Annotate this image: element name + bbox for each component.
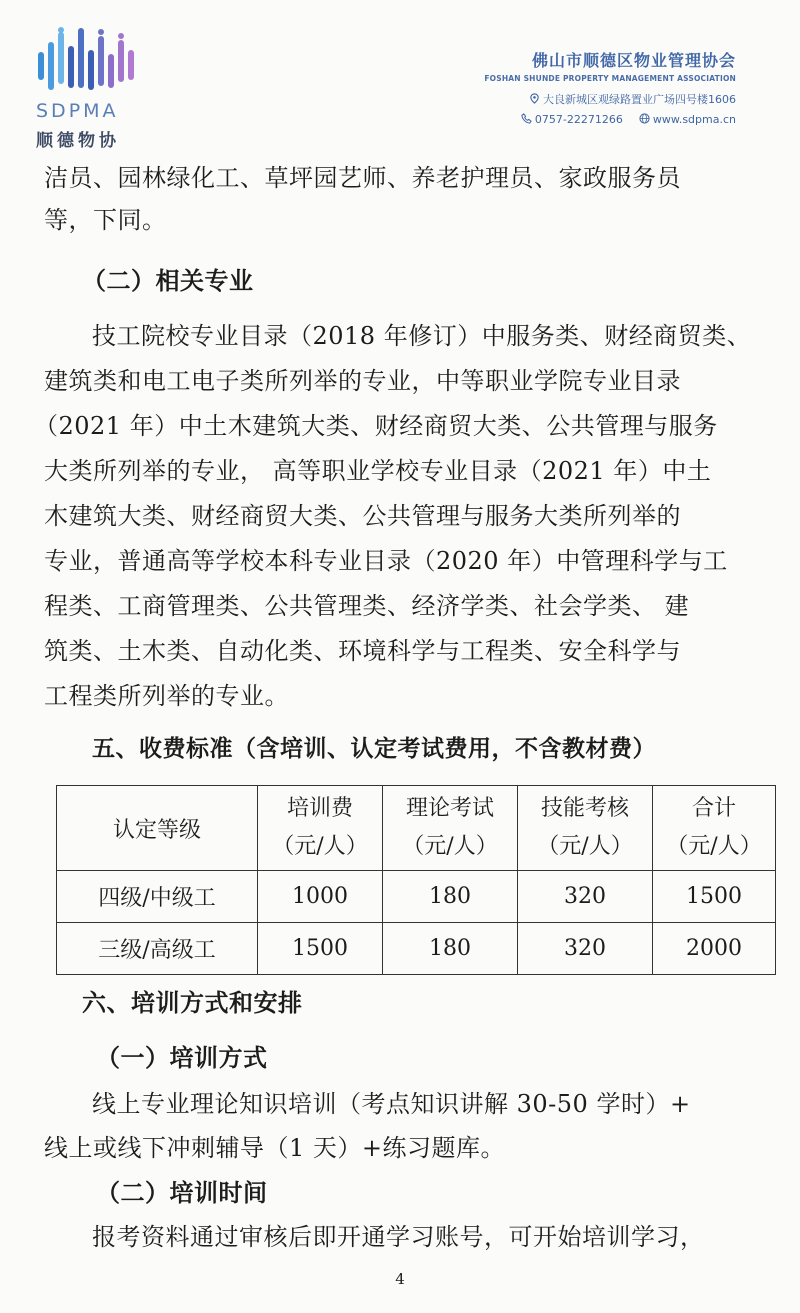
paragraph-line: 线上或线下冲刺辅导（1 天）+练习题库。 xyxy=(44,1134,506,1162)
logo-text-cn: 顺德物协 xyxy=(36,131,120,151)
paragraph-line: 建筑类和电工电子类所列举的专业，中等职业学院专业目录 xyxy=(44,367,681,395)
address-text: 大良新城区观绿路置业广场四号楼1606 xyxy=(543,93,736,106)
table-header-row xyxy=(57,786,776,871)
paragraph-line: 工程类所列举的专业。 xyxy=(44,682,289,710)
paragraph-line: （2021 年）中土木建筑大类、财经商贸大类、公共管理与服务 xyxy=(34,412,718,440)
header-unit: （元/人） xyxy=(272,834,368,859)
section-heading-related-majors: （二）相关专业 xyxy=(82,266,254,295)
header-total xyxy=(653,786,776,871)
fee-standard-table xyxy=(56,785,776,975)
website-link[interactable]: www.sdpma.cn xyxy=(652,113,736,126)
header-unit: （元/人） xyxy=(666,834,762,859)
paragraph-line: 报考资料通过审核后即开通学习账号，可开始培训学习， xyxy=(92,1223,705,1251)
subheading-training-time: （二）培训时间 xyxy=(96,1178,268,1207)
header-skill xyxy=(518,786,653,871)
subheading-training-method: （一）培训方式 xyxy=(96,1043,268,1072)
address-line xyxy=(484,91,736,107)
text-line: 洁员、园林绿化工、草坪园艺师、养老护理员、家政服务员 xyxy=(44,164,681,192)
cell-skill: 320 xyxy=(518,871,653,923)
header-training-label: 培训费 xyxy=(286,796,353,821)
header-total-label: 合计 xyxy=(691,796,736,821)
phone-icon xyxy=(521,113,532,124)
header-theory-label: 理论考试 xyxy=(405,796,494,821)
cell-theory: 180 xyxy=(383,871,518,923)
paragraph-line: 技工院校专业目录（2018 年修订）中服务类、财经商贸类、 xyxy=(92,322,752,350)
cell-level: 四级/中级工 xyxy=(57,871,258,923)
table-row xyxy=(57,923,776,975)
association-info xyxy=(484,48,736,126)
cell-training: 1000 xyxy=(258,871,383,923)
phone-text: 0757-22271266 xyxy=(534,113,623,126)
association-name-en: FOSHAN SHUNDE PROPERTY MANAGEMENT ASSOCIATION xyxy=(484,74,736,83)
association-name: 佛山市顺德区物业管理协会 xyxy=(531,51,736,70)
paragraph-line: 程类、工商管理类、公共管理类、经济学类、社会学类、 建 xyxy=(44,592,690,620)
section-heading-fees: 五、收费标准（含培训、认定考试费用，不含教材费） xyxy=(92,735,656,762)
header-level: 认定等级 xyxy=(57,786,258,871)
section-heading-training: 六、培训方式和安排 xyxy=(82,988,303,1017)
contact-line xyxy=(484,113,736,126)
paragraph-line: 木建筑大类、财经商贸大类、公共管理与服务大类所列举的 xyxy=(44,502,681,530)
cell-training: 1500 xyxy=(258,923,383,975)
cell-level: 三级/高级工 xyxy=(57,923,258,975)
paragraph-line: 大类所列举的专业， 高等职业学校专业目录（2021 年）中土 xyxy=(44,457,712,485)
page-number: 4 xyxy=(395,1270,405,1288)
cell-total: 2000 xyxy=(653,923,776,975)
logo-text-en: SDPMA xyxy=(36,100,119,122)
text-line: 等，下同。 xyxy=(44,206,167,234)
header-training xyxy=(258,786,383,871)
cell-skill: 320 xyxy=(518,923,653,975)
paragraph-line: 筑类、土木类、自动化类、环境科学与工程类、安全科学与 xyxy=(44,637,681,665)
header-skill-label: 技能考核 xyxy=(540,796,629,821)
header-unit: （元/人） xyxy=(537,834,633,859)
cell-total: 1500 xyxy=(653,871,776,923)
letterhead xyxy=(0,0,800,150)
paragraph-line: 线上专业理论知识培训（考点知识讲解 30-50 学时）+ xyxy=(92,1090,691,1118)
paragraph-line: 专业，普通高等学校本科专业目录（2020 年）中管理科学与工 xyxy=(44,547,728,575)
table-row xyxy=(57,871,776,923)
globe-icon xyxy=(639,113,650,124)
header-unit: （元/人） xyxy=(402,834,498,859)
header-theory xyxy=(383,786,518,871)
cell-theory: 180 xyxy=(383,923,518,975)
logo-mark-icon xyxy=(36,24,146,98)
location-pin-icon xyxy=(529,93,540,104)
